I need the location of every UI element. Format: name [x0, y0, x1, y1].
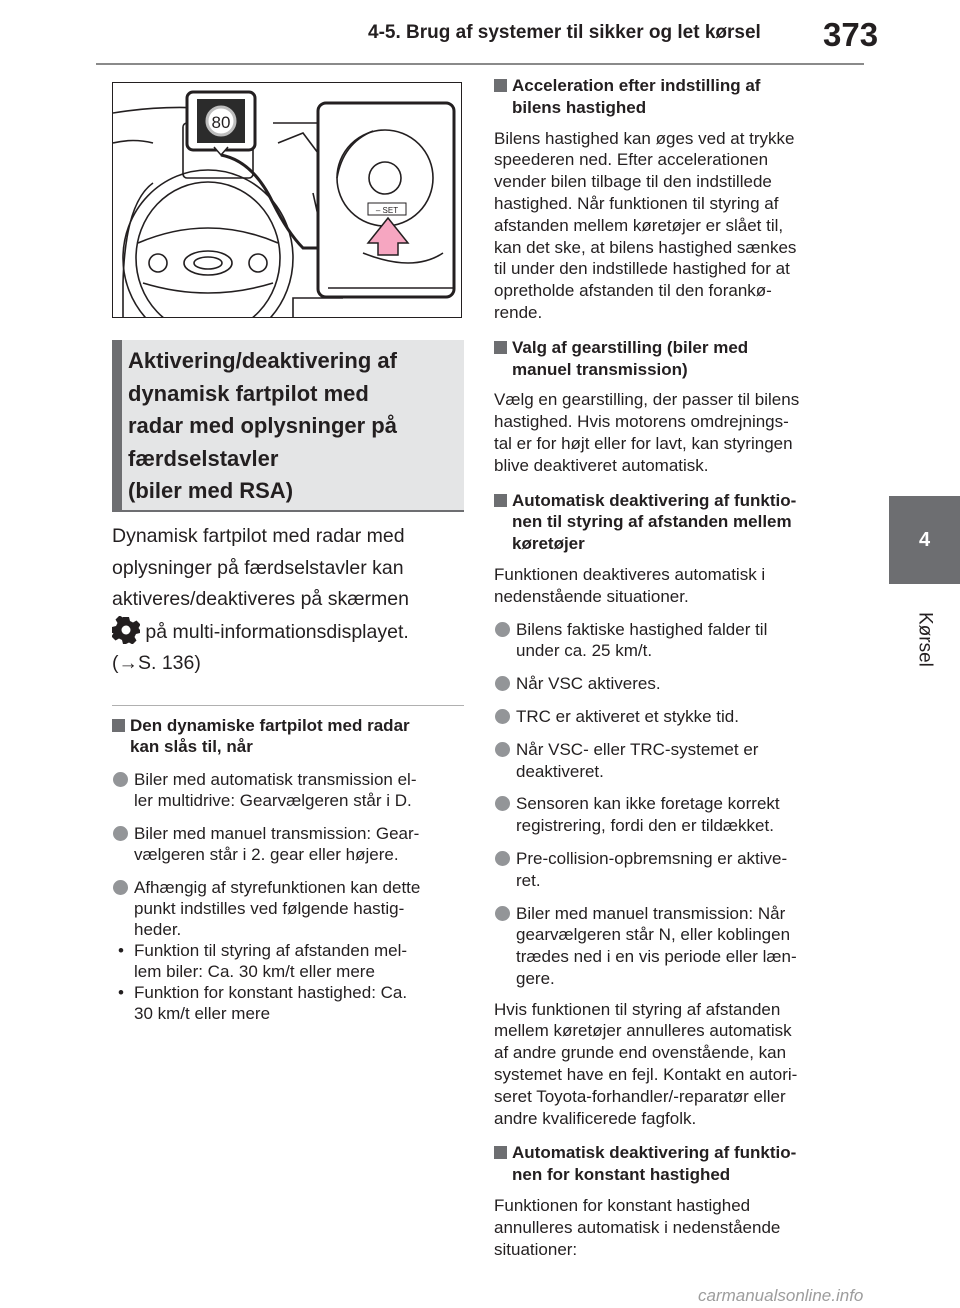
list-item: Når VSC aktiveres.	[494, 673, 860, 695]
list-item: Biler med manuel transmission: Gear- vælgeren står i 2. gear eller højere.	[112, 823, 464, 865]
paragraph: Bilens hastighed kan øges ved at trykke speederen ned. Efter accelerationen vender bilen tilbage til den indstillede hastighed. Når funktionen til styring af afstanden mellem køretøjer er slået til, kan det ske, at bilens hastighed sænkes til under den indstillede hastighed for at opretholde afstanden til den forankø- rende.	[494, 128, 797, 322]
paragraph: Funktionen for konstant hastighed annulleres automatisk i nedenstående situationer:	[494, 1196, 781, 1259]
set-switch-label: – SET	[375, 206, 399, 215]
heading-line: radar med oplysninger på	[128, 413, 397, 438]
list-item: TRC er aktiveret et stykke tid.	[494, 706, 860, 728]
square-bullet-icon	[494, 494, 507, 507]
list-item: • Funktion til styring af afstanden mel- lem biler: Ca. 30 km/t eller mere	[118, 941, 408, 981]
watermark: carmanualsonline.info	[698, 1286, 864, 1305]
paragraph: Hvis funktionen til styring af afstanden mellem køretøjer annulleres automatisk af andre grunde end ovenstående, kan systemet have en fejl. Kontakt en autori- seret Toyota-forhandler/-reparatør eller andre kvalificerede fagfolk.	[494, 999, 798, 1128]
subheading: Automatisk deaktivering af funktio- nen til styring af afstanden mellem køretøjer	[494, 490, 860, 555]
square-bullet-icon	[112, 719, 125, 732]
heading-line: færdselstavler	[128, 445, 279, 471]
bullet-icon	[495, 796, 510, 811]
heading-line: dynamisk fartpilot med	[128, 380, 369, 406]
list-item: Biler med manuel transmission: Når gearvælgeren står N, eller koblingen trædes ned i en vis periode eller læn- gere.	[494, 903, 860, 990]
square-bullet-icon	[494, 79, 507, 92]
bullet-icon	[495, 906, 510, 921]
paragraph: Vælg en gearstilling, der passer til bilens hastighed. Hvis motorens omdrejnings- tal er for højt eller for lavt, kan styringen blive deaktiveret automatisk.	[494, 390, 800, 475]
bullet-icon	[495, 709, 510, 724]
bullet-icon	[113, 772, 128, 787]
list-item: Biler med automatisk transmission el- ler multidrive: Gearvælgeren står i D.	[112, 769, 464, 811]
section-heading	[112, 340, 464, 512]
header-rule	[96, 63, 864, 65]
section-title: 4-5. Brug af systemer til sikker og let kørsel	[368, 22, 761, 43]
list-item: Afhængig af styrefunktionen kan dette punkt indstilles ved følgende hastig- heder.	[112, 877, 464, 940]
bullet-icon	[113, 880, 128, 895]
steering-wheel-illustration	[112, 82, 462, 318]
list-item: Bilens faktiske hastighed falder til under ca. 25 km/t.	[494, 619, 860, 663]
right-column	[494, 75, 860, 1260]
bullet-icon	[495, 742, 510, 757]
gear-icon	[112, 616, 140, 644]
subheading: Valg af gearstilling (biler med manuel transmission)	[494, 337, 860, 381]
heading-line: (biler med RSA)	[128, 478, 294, 503]
list-item: • Funktion for konstant hastighed: Ca. 30 km/t eller mere	[118, 983, 408, 1023]
page-reference-link[interactable]: (→S. 136)	[112, 652, 201, 674]
list-item: Pre-collision-opbremsning er aktive- ret.	[494, 848, 860, 892]
speed-readout: 80	[211, 113, 231, 132]
divider	[112, 705, 464, 706]
page-number: 373	[823, 16, 879, 53]
subheading: Den dynamiske fartpilot med radar kan slås til, når	[112, 715, 464, 757]
subheading: Automatisk deaktivering af funktio- nen for konstant hastighed	[494, 1142, 860, 1186]
intro-paragraph: Dynamisk fartpilot med radar med oplysninger på færdselstavler kan aktiveres/deaktiveres på skærmen på multi-informationsdisplayet. (→S. 136)	[112, 521, 464, 680]
left-column	[112, 715, 464, 1024]
list-item: Sensoren kan ikke foretage korrekt registrering, fordi den er tildækket.	[494, 793, 860, 837]
square-bullet-icon	[494, 1146, 507, 1159]
heading-line: Aktivering/deaktivering af	[128, 348, 397, 373]
chapter-label: Kørsel	[914, 611, 936, 667]
list-item: Når VSC- eller TRC-systemet er deaktiveret.	[494, 739, 860, 783]
subheading: Acceleration efter indstilling af bilens hastighed	[494, 75, 860, 119]
bullet-icon	[495, 622, 510, 637]
paragraph: Funktionen deaktiveres automatisk i nedenstående situationer.	[494, 564, 766, 606]
chapter-tab[interactable]: 4	[889, 496, 960, 584]
square-bullet-icon	[494, 341, 507, 354]
bullet-icon	[495, 851, 510, 866]
bullet-icon	[113, 826, 128, 841]
bullet-icon	[495, 676, 510, 691]
